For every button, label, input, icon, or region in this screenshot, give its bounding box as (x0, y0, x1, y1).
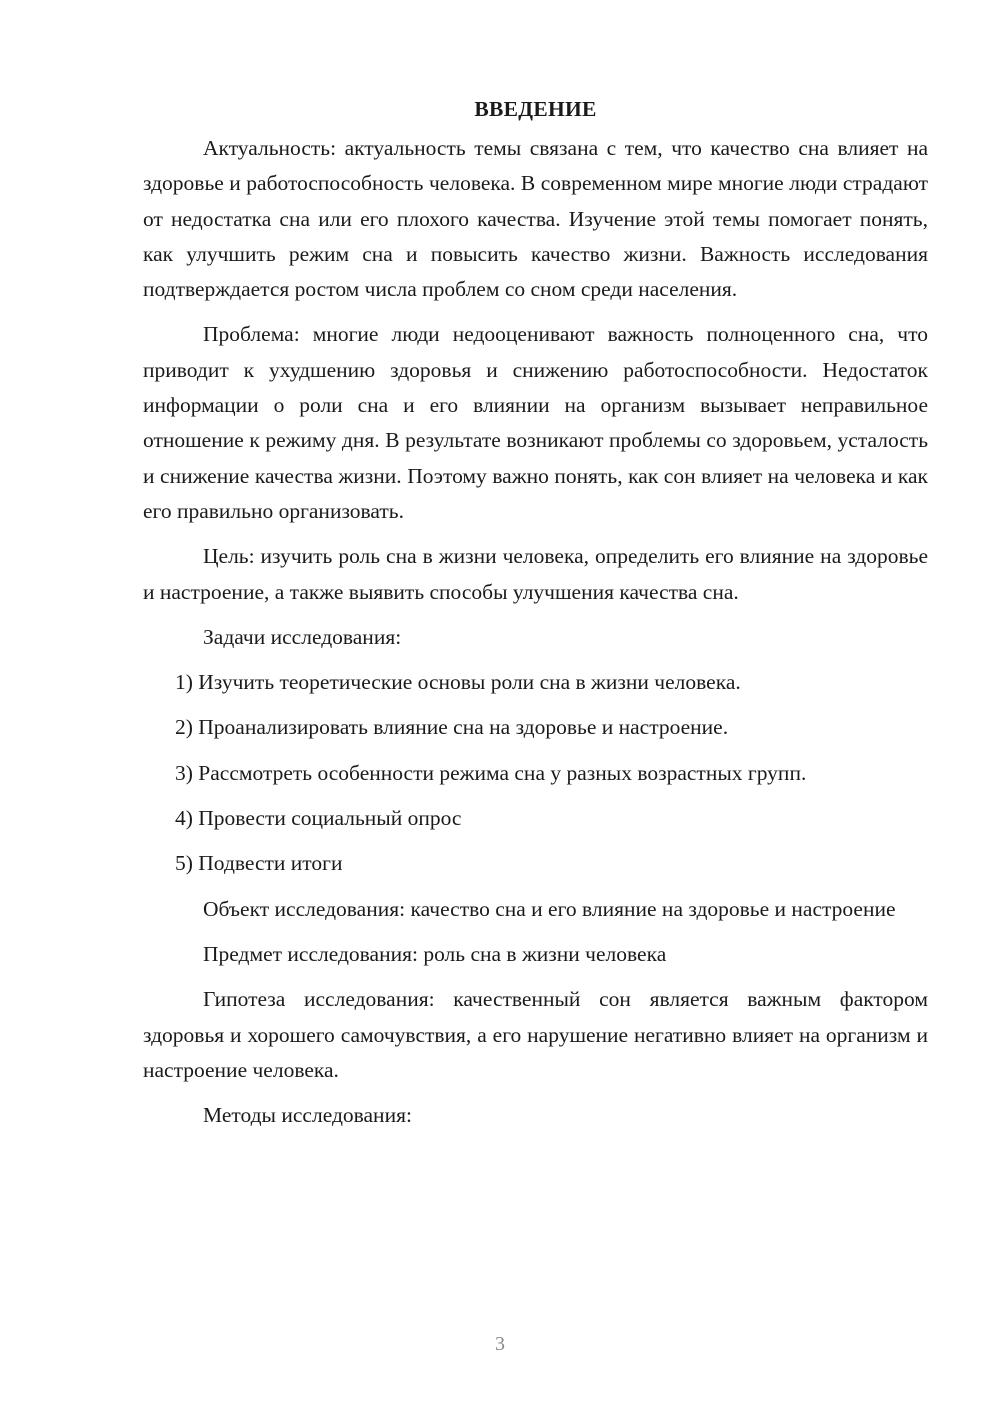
page-content (143, 92, 928, 1143)
task-item: 1) Изучить теоретические основы роли сна в жизни человека. (175, 670, 741, 695)
object-paragraph: Объект исследования: качество сна и его влияние на здоровье и настроение (203, 896, 896, 921)
section-title: ВВЕДЕНИЕ (474, 97, 597, 121)
page-number: 3 (495, 1333, 505, 1355)
task-item: 4) Провести социальный опрос (175, 806, 462, 831)
tasks-list (143, 665, 928, 881)
goal-paragraph: Цель: изучить роль сна в жизни человека, определить его влияние на здоровье и настроение, а также выявить способы улучшения качества сна. (143, 544, 928, 604)
task-item: 2) Проанализировать влияние сна на здоровье и настроение. (175, 715, 729, 740)
methods-heading: Методы исследования: (203, 1103, 412, 1128)
task-item: 5) Подвести итоги (175, 851, 343, 876)
tasks-heading: Задачи исследования: (203, 624, 402, 649)
relevance-paragraph: Актуальность: актуальность темы связана с тем, что качество сна влияет на здоровье и работоспособность человека. В современном мире многие люди страдают от недостатка сна или его плохого качества. Изучение этой темы помогает понять, как улучшить режим сна и повысить качество жизни. Важность исследования подтверждается ростом числа проблем со сном среди населения. (143, 136, 928, 302)
problem-paragraph: Проблема: многие люди недооценивают важность полноценного сна, что приводит к ухудшению здоровья и снижению работоспособности. Недостаток информации о роли сна и его влиянии на организм вызывает неправильное отношение к режиму дня. В результате возникают проблемы со здоровьем, усталость и снижение качества жизни. Поэтому важно понять, как сон влияет на человека и как его правильно организовать. (143, 322, 928, 523)
subject-paragraph: Предмет исследования: роль сна в жизни человека (203, 941, 667, 966)
hypothesis-paragraph: Гипотеза исследования: качественный сон является важным фактором здоровья и хорошего самочувствия, а его нарушение негативно влияет на организм и настроение человека. (143, 987, 928, 1082)
task-item: 3) Рассмотреть особенности режима сна у разных возрастных групп. (175, 760, 807, 785)
